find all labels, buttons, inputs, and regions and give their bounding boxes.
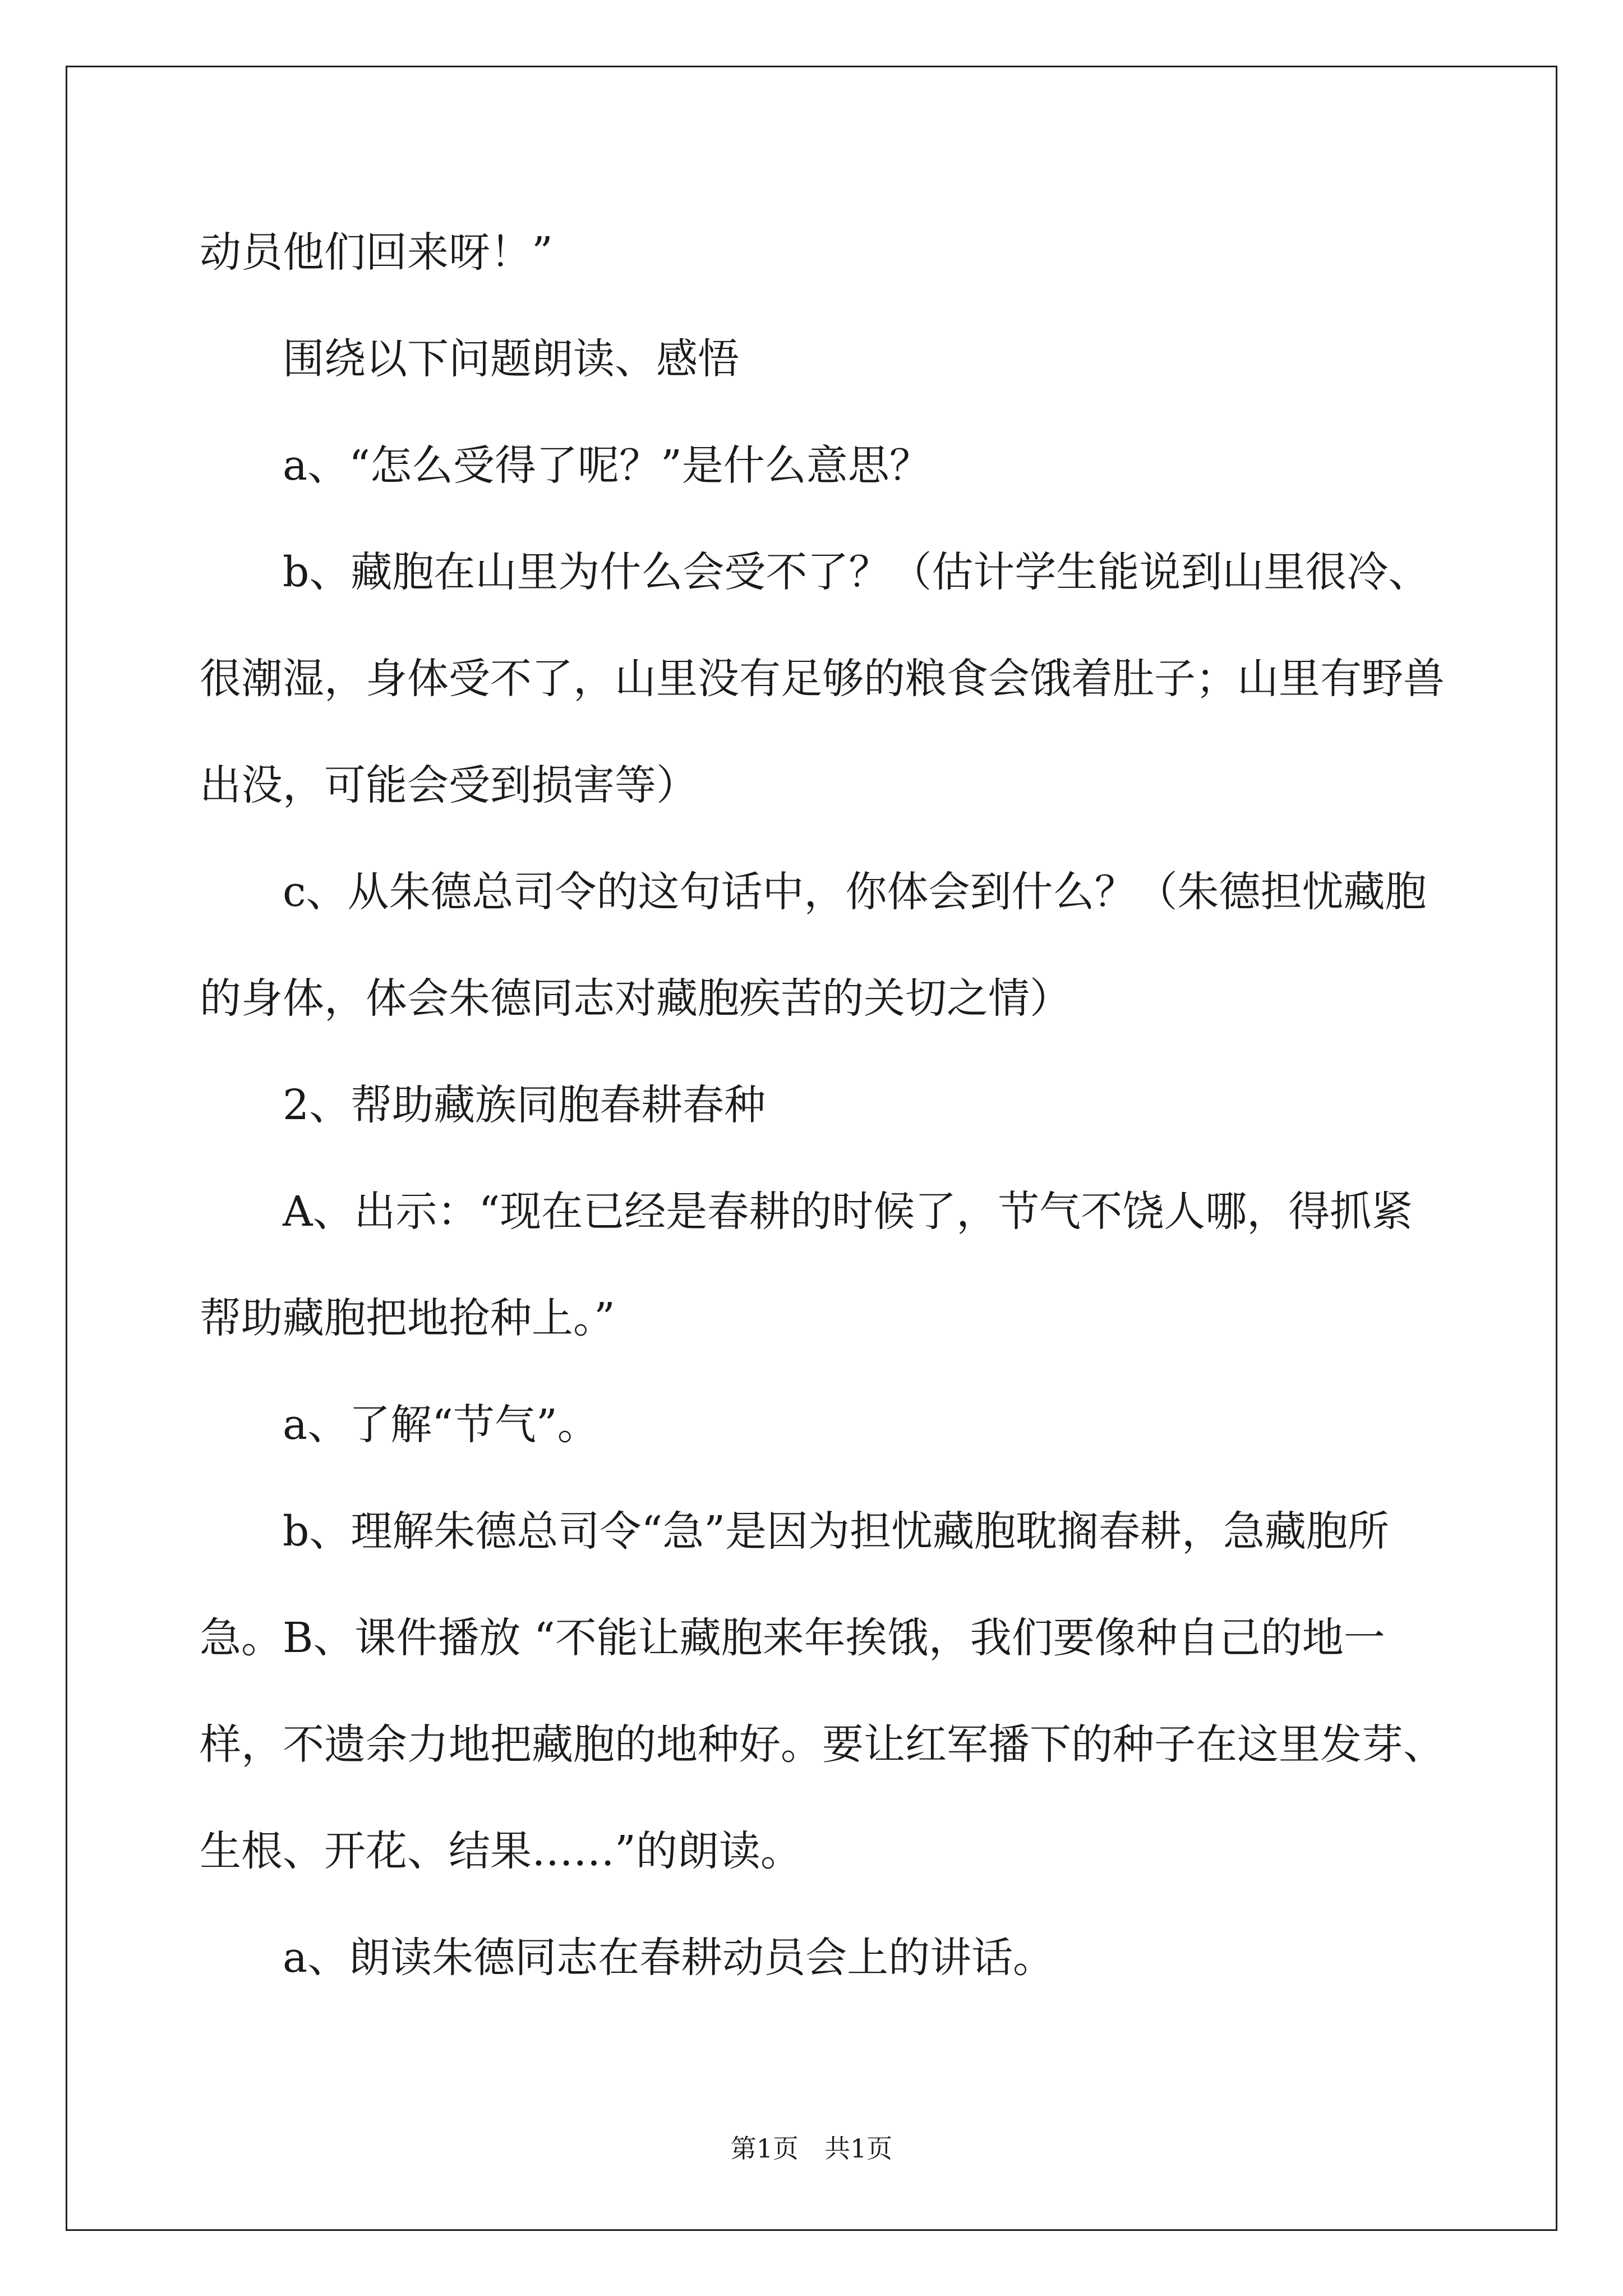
paragraph-5: c、从朱德总司令的这句话中，你体会到什么？（朱德担忧藏胞的身体，体会朱德同志对藏胞疾苦的关切之情） <box>200 868 1427 1023</box>
paragraph-1: 动员他们回来呀！” <box>200 228 553 277</box>
paragraph-10: B、课件播放 “不能让藏胞来年挨饿，我们要像种自己的地一样，不遗余力地把藏胞的地种好。要让红军播下的种子在这里发芽、生根、开花、结果……”的朗读。 <box>200 1614 1445 1875</box>
paragraph-7: A、出示：“现在已经是春耕的时候了，节气不饶人哪，得抓紧帮助藏胞把地抢种上。” <box>200 1188 1413 1342</box>
paragraph-4: b、藏胞在山里为什么会受不了？（估计学生能说到山里很冷、很潮湿，身体受不了，山里没有足够的粮食会饿着肚子；山里有野兽出没，可能会受到损害等） <box>200 548 1445 809</box>
paragraph-8: a、了解“节气”。 <box>283 1401 599 1449</box>
paragraph-6: 2、帮助藏族同胞春耕春种 <box>283 1081 766 1129</box>
page-footer: 第1页 共1页 <box>730 2133 893 2164</box>
paragraph-9: b、理解朱德总司令“急”是因为担忧藏胞耽搁春耕，急藏胞所急。 <box>200 1507 1390 1662</box>
paragraph-3: a、“怎么受得了呢？”是什么意思？ <box>283 441 931 490</box>
paragraph-2: 围绕以下问题朗读、感悟 <box>283 335 739 383</box>
paragraph-11: a、朗读朱德同志在春耕动员会上的讲话。 <box>283 1934 1055 1982</box>
